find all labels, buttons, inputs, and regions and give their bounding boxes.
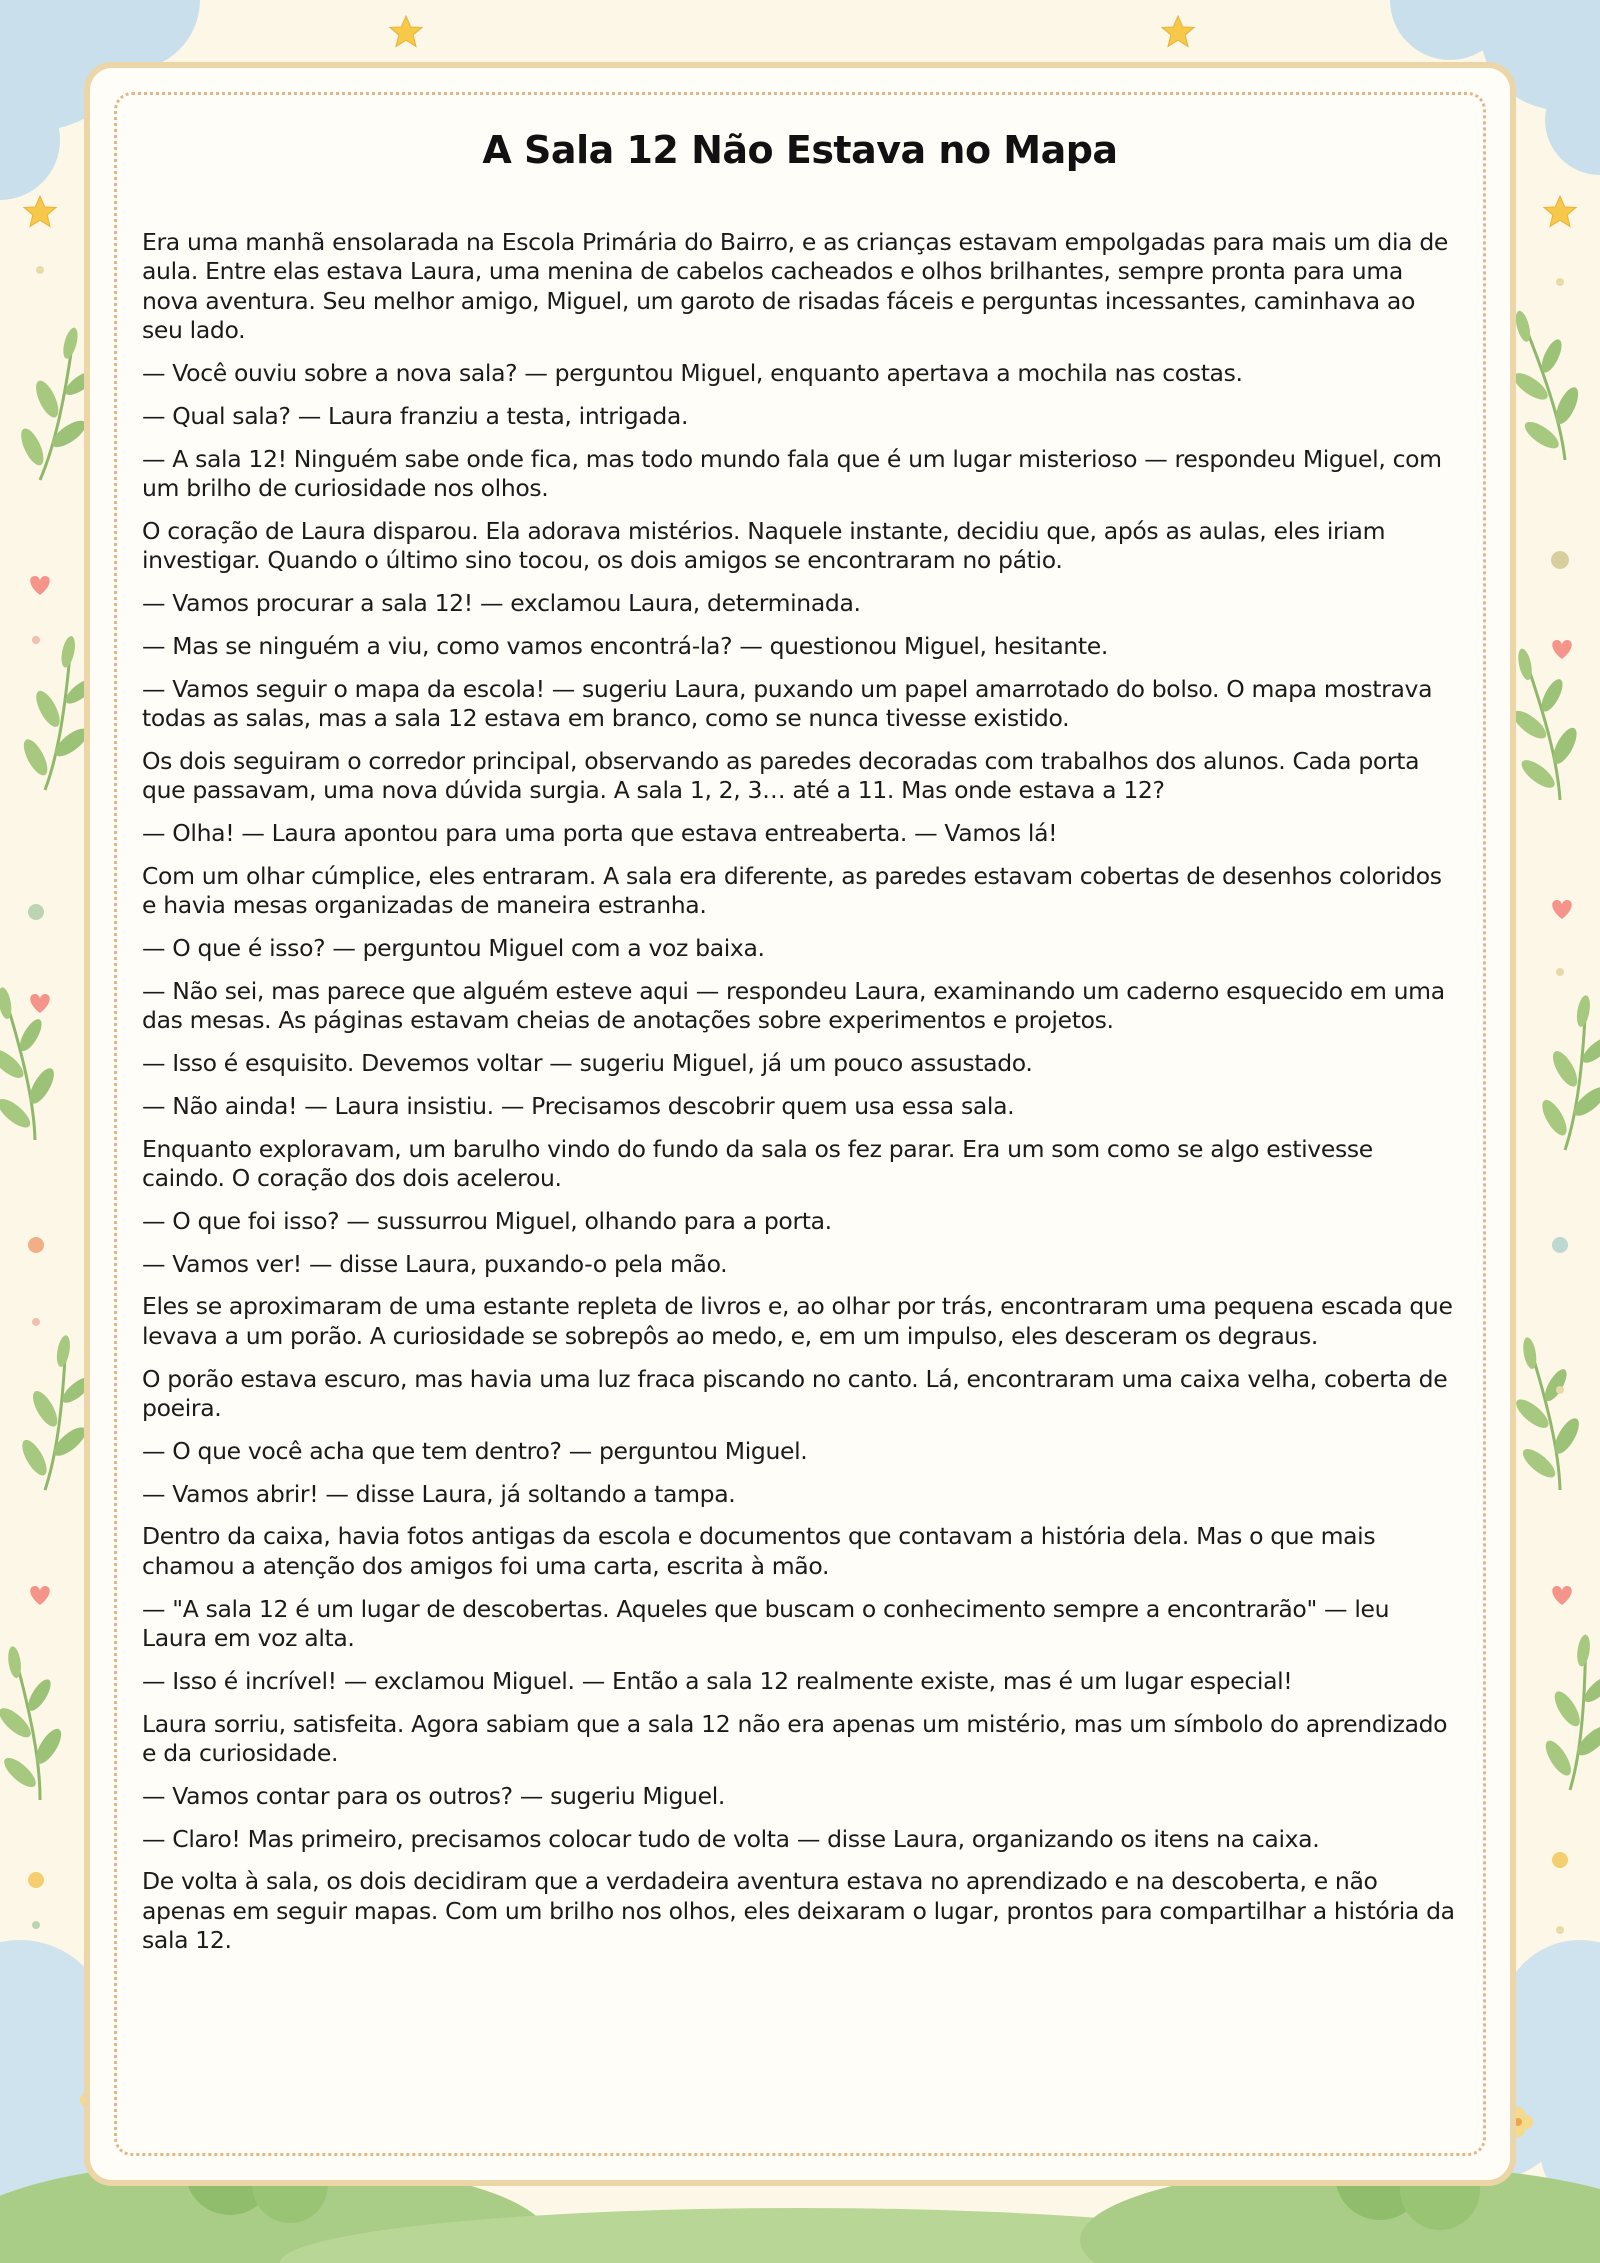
story-paragraph: — A sala 12! Ninguém sabe onde fica, mas todo mundo fala que é um lugar misterioso — respondeu Miguel, com um brilho de curiosidade nos olhos. <box>142 444 1442 503</box>
story-paragraph: — Vamos ver! — disse Laura, puxando-o pela mão. <box>142 1249 728 1278</box>
story-paragraph: Dentro da caixa, havia fotos antigas da escola e documentos que contavam a história dela. Mas o que mais chamou a atenção dos amigos foi uma carta, escrita à mão. <box>142 1522 1376 1580</box>
page-title: A Sala 12 Não Estava no Mapa <box>482 128 1118 172</box>
story-paragraph: — Isso é esquisito. Devemos voltar — sugeriu Miguel, já um pouco assustado. <box>142 1049 1033 1078</box>
story-paragraph: — Não ainda! — Laura insistiu. — Precisamos descobrir quem usa essa sala. <box>142 1091 1015 1120</box>
story-paragraph: — Você ouviu sobre a nova sala? — perguntou Miguel, enquanto apertava a mochila nas costas. <box>142 359 1243 388</box>
story-paragraph: — "A sala 12 é um lugar de descobertas. Aqueles que buscam o conhecimento sempre a encontrarão" — leu Laura em voz alta. <box>142 1594 1390 1653</box>
story-paragraph: Enquanto exploravam, um barulho vindo do fundo da sala os fez parar. Era um som como se algo estivesse caindo. O coração dos dois acelerou. <box>142 1134 1373 1193</box>
story-paragraph: — Isso é incrível! — exclamou Miguel. — Então a sala 12 realmente existe, mas é um lugar especial! <box>142 1666 1293 1695</box>
story-paragraph: De volta à sala, os dois decidiram que a verdadeira aventura estava no aprendizado e na descoberta, e não apenas em seguir mapas. Com um brilho nos olhos, eles deixaram o lugar, prontos para compartilhar a história da sala 12. <box>142 1867 1455 1955</box>
story-paragraph: Era uma manhã ensolarada na Escola Primária do Bairro, e as crianças estavam empolgadas para mais um dia de aula. Entre elas estava Laura, uma menina de cabelos cacheados e olhos brilhantes, sempre pronta para uma nova aventura. Seu melhor amigo, Miguel, um garoto de risadas fáceis e perguntas incessantes, caminhava ao seu lado. <box>142 228 1448 345</box>
story-body <box>142 228 1457 1969</box>
story-paragraph: — Vamos seguir o mapa da escola! — sugeriu Laura, puxando um papel amarrotado do bolso. O mapa mostrava todas as salas, mas a sala 12 estava em branco, como se nunca tivesse existido. <box>142 674 1433 733</box>
story-paragraph: — Vamos contar para os outros? — sugeriu Miguel. <box>142 1781 725 1810</box>
story-paragraph: — Claro! Mas primeiro, precisamos colocar tudo de volta — disse Laura, organizando os itens na caixa. <box>142 1824 1320 1853</box>
story-paragraph: — Mas se ninguém a viu, como vamos encontrá-la? — questionou Miguel, hesitante. <box>142 631 1109 660</box>
story-paragraph: — O que é isso? — perguntou Miguel com a voz baixa. <box>142 934 765 963</box>
story-paragraph: — O que você acha que tem dentro? — perguntou Miguel. <box>142 1436 808 1465</box>
story-paragraph: — O que foi isso? — sussurrou Miguel, olhando para a porta. <box>142 1206 832 1235</box>
story-paragraph: Os dois seguiram o corredor principal, observando as paredes decoradas com trabalhos dos alunos. Cada porta que passavam, uma nova dúvida surgia. A sala 1, 2, 3… até a 11. Mas onde estava a 12? <box>142 746 1420 805</box>
story-paragraph: O porão estava escuro, mas havia uma luz fraca piscando no canto. Lá, encontraram uma caixa velha, coberta de poeira. <box>142 1364 1448 1423</box>
story-paragraph: O coração de Laura disparou. Ela adorava mistérios. Naquele instante, decidiu que, após as aulas, eles iriam investigar. Quando o último sino tocou, os dois amigos se encontraram no pátio. <box>142 516 1386 575</box>
story-paragraph: — Vamos abrir! — disse Laura, já soltando a tampa. <box>142 1479 736 1508</box>
story-paragraph: Laura sorriu, satisfeita. Agora sabiam que a sala 12 não era apenas um mistério, mas um símbolo do aprendizado e da curiosidade. <box>142 1709 1448 1768</box>
story-paragraph: Com um olhar cúmplice, eles entraram. A sala era diferente, as paredes estavam cobertas de desenhos coloridos e havia mesas organizadas de maneira estranha. <box>142 861 1442 920</box>
story-paragraph: — Olha! — Laura apontou para uma porta que estava entreaberta. — Vamos lá! <box>142 819 1058 848</box>
story-paragraph: Eles se aproximaram de uma estante repleta de livros e, ao olhar por trás, encontraram uma pequena escada que levava a um porão. A curiosidade se sobrepôs ao medo, e, em um impulso, eles desceram os degraus. <box>142 1292 1453 1350</box>
story-paragraph: — Não sei, mas parece que alguém esteve aqui — respondeu Laura, examinando um caderno esquecido em uma das mesas. As páginas estavam cheias de anotações sobre experimentos e projetos. <box>142 976 1445 1035</box>
story-paragraph: — Qual sala? — Laura franziu a testa, intrigada. <box>142 401 689 430</box>
story-paragraph: — Vamos procurar a sala 12! — exclamou Laura, determinada. <box>142 589 861 618</box>
